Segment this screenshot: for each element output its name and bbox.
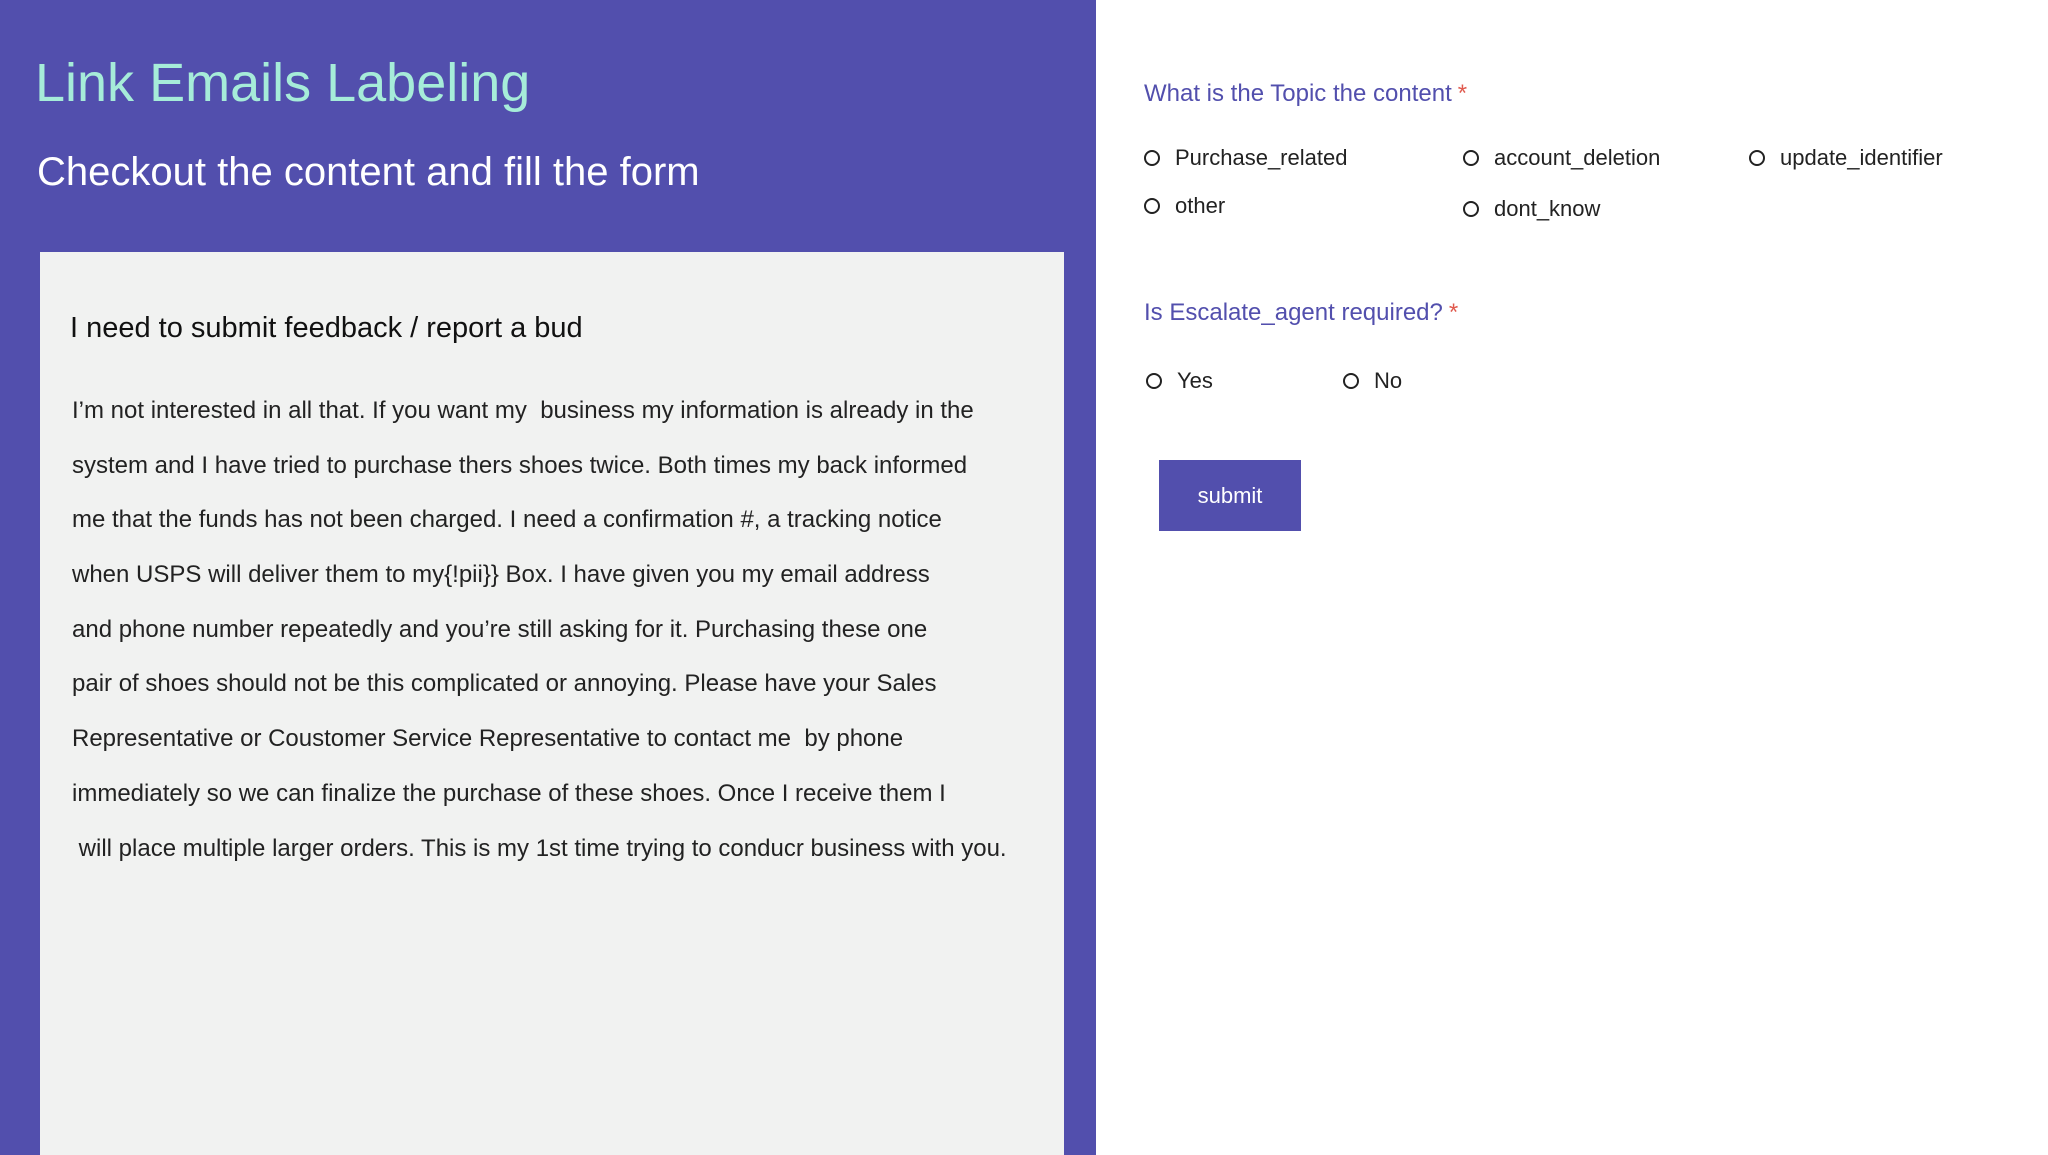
radio-option-label: dont_know [1494, 196, 1601, 221]
email-body-line: will place multiple larger orders. This is my 1st time trying to conducr business with you. [72, 834, 1007, 862]
email-body [72, 384, 1062, 876]
radio-option-label: other [1175, 193, 1226, 218]
radio-button[interactable] [1146, 373, 1162, 389]
email-body-line: system and I have tried to purchase thers shoes twice. Both times my back informed [72, 451, 968, 479]
topic-option-other[interactable] [1144, 193, 1225, 219]
email-body-line: and phone number repeatedly and you’re still asking for it. Purchasing these one [72, 615, 928, 643]
required-mark: * [1448, 299, 1459, 326]
radio-option-label: Yes [1177, 368, 1213, 393]
escalate-option-yes[interactable] [1146, 368, 1213, 394]
email-body-line: Representative or Coustomer Service Representative to contact me by phone [72, 725, 904, 753]
radio-button[interactable] [1749, 150, 1765, 166]
email-subject: I need to submit feedback / report a bud [70, 312, 583, 344]
escalate-question-label: Is Escalate_agent required? [1144, 299, 1443, 326]
email-body-line: when USPS will deliver them to my{!pii}} Box. I have given you my email address [72, 561, 930, 589]
required-mark: * [1457, 80, 1468, 107]
topic-option-account-deletion[interactable] [1463, 145, 1660, 171]
email-body-line: I’m not interested in all that. If you want my business my information is already in the [72, 397, 974, 424]
radio-button[interactable] [1343, 373, 1359, 389]
submit-button[interactable]: submit [1159, 460, 1301, 531]
radio-button[interactable] [1463, 150, 1479, 166]
topic-option-update-identifier[interactable] [1749, 145, 1943, 171]
radio-button[interactable] [1463, 201, 1479, 217]
escalate-question [1144, 299, 1458, 327]
page-title: Link Emails Labeling [35, 53, 531, 113]
email-body-line: immediately so we can finalize the purchase of these shoes. Once I receive them I [72, 779, 946, 807]
topic-option-purchase-related[interactable] [1144, 145, 1347, 171]
topic-option-dont-know[interactable] [1463, 196, 1600, 222]
page-subtitle: Checkout the content and fill the form [37, 150, 700, 194]
escalate-option-no[interactable] [1343, 368, 1402, 394]
labeling-form-panel [1096, 0, 2048, 1155]
topic-question [1144, 80, 1467, 108]
email-body-line: me that the funds has not been charged. I need a confirmation #, a tracking notice [72, 506, 942, 534]
radio-button[interactable] [1144, 150, 1160, 166]
email-body-line: pair of shoes should not be this complicated or annoying. Please have your Sales [72, 670, 937, 698]
topic-question-label: What is the Topic the content [1144, 80, 1452, 107]
email-content-card [40, 252, 1064, 1155]
radio-option-label: account_deletion [1494, 145, 1661, 170]
radio-option-label: update_identifier [1780, 145, 1943, 170]
radio-button[interactable] [1144, 198, 1160, 214]
radio-option-label: No [1374, 368, 1403, 393]
radio-option-label: Purchase_related [1175, 145, 1348, 170]
